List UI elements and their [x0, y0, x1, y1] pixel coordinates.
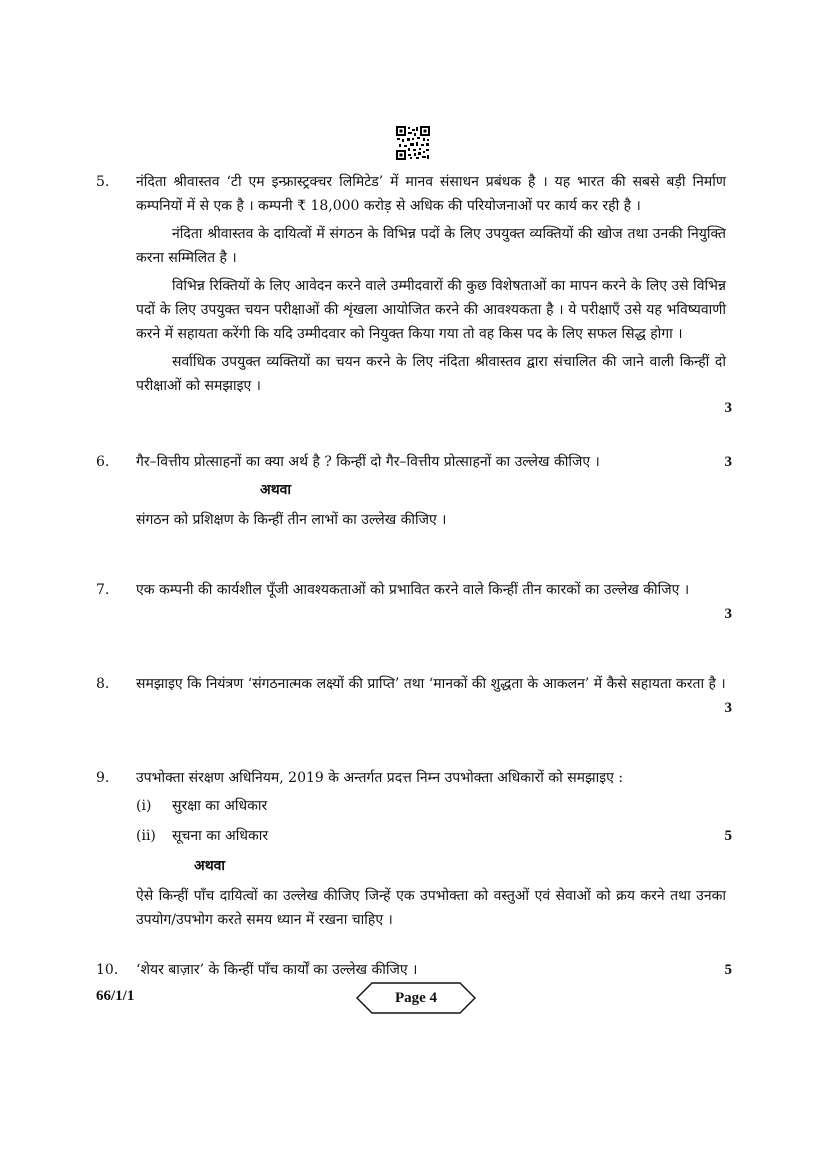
question-paragraph: विभिन्न रिक्तियों के लिए आवेदन करने वाले उम्मीदवारों की कुछ विशेषताओं का मापन करने के लिए उसे विभिन्न पदों के लिए उपयुक्त चयन परीक्षाओं की शृंखला आयोजित करने की आवश्यकता है । ये परीक्षाएँ उसे यह भविष्यवाणी करने में सहायता करेंगी कि यदि उम्मीदवार को नियुक्त किया गया तो वह किस पद के लिए सफल सिद्ध होगा ।	[136, 278, 726, 342]
or-label: अथवा	[194, 858, 226, 874]
question-paragraph: सर्वाधिक उपयुक्त व्यक्तियों का चयन करने के लिए नंदिता श्रीवास्तव द्वारा संचालित की जाने वाली किन्हीं दो परीक्षाओं को समझाइए ।	[136, 354, 726, 394]
question-text: समझाइए कि नियंत्रण ‘संगठनात्मक लक्ष्यों की प्राप्ति’ तथा ‘मानकों की शुद्धता के आकलन’ में कैसे सहायता करता है ।	[136, 676, 726, 692]
question-5	[96, 170, 736, 416]
marks: 5	[724, 962, 732, 978]
or-label: अथवा	[260, 482, 292, 498]
alternative-question: संगठन को प्रशिक्षण के किन्हीं तीन लाभों का उल्लेख कीजिए ।	[136, 512, 447, 528]
paper-code: 66/1/1	[96, 988, 135, 1004]
question-text: उपभोक्ता संरक्षण अधिनियम, 2019 के अन्तर्गत प्रदत्त निम्न उपभोक्ता अधिकारों को समझाइए :	[136, 770, 624, 786]
question-8	[96, 672, 736, 716]
marks: 3	[724, 400, 732, 416]
question-7	[96, 578, 736, 622]
question-number: 9.	[96, 770, 110, 786]
sub-item-number: (ii)	[136, 828, 156, 844]
question-text: एक कम्पनी की कार्यशील पूँजी आवश्यकताओं को प्रभावित करने वाले किन्हीं तीन कारकों का उल्लेख कीजिए ।	[136, 582, 690, 598]
question-paragraph: नंदिता श्रीवास्तव के दायित्वों में संगठन के विभिन्न पदों के लिए उपयुक्त व्यक्तियों की खोज तथा उनकी नियुक्ति करना सम्मिलित है ।	[136, 226, 726, 266]
page-number-badge	[356, 982, 476, 1014]
sub-item	[136, 824, 726, 848]
page-label: Page 4	[394, 990, 438, 1006]
sub-item-text: सुरक्षा का अधिकार	[172, 798, 268, 814]
marks: 3	[724, 700, 732, 716]
sub-item-text: सूचना का अधिकार	[172, 828, 269, 844]
question-6	[96, 450, 736, 536]
marks: 5	[724, 828, 732, 844]
question-paragraph: नंदिता श्रीवास्तव ‘टी एम इन्फ्रास्ट्रक्चर लिमिटेड’ में मानव संसाधन प्रबंधक है । यह भारत की सबसे बड़ी निर्माण कम्पनियों में से एक है । कम्पनी ₹ 18,000 करोड़ से अधिक की परियोजनाओं पर कार्य कर रही है ।	[136, 174, 726, 214]
question-number: 6.	[96, 454, 110, 470]
qr-code-icon	[396, 126, 430, 160]
question-text: गैर–वित्तीय प्रोत्साहनों का क्या अर्थ है ? किन्हीं दो गैर–वित्तीय प्रोत्साहनों का उल्लेख कीजिए ।	[136, 454, 600, 470]
marks: 3	[724, 454, 732, 470]
question-text: ‘शेयर बाज़ार’ के किन्हीं पाँच कार्यों का उल्लेख कीजिए ।	[136, 962, 418, 978]
marks: 3	[724, 606, 732, 622]
sub-item-number: (i)	[136, 798, 152, 814]
question-number: 7.	[96, 582, 110, 598]
question-number: 8.	[96, 676, 110, 692]
alternative-question: ऐसे किन्हीं पाँच दायित्वों का उल्लेख कीजिए जिन्हें एक उपभोक्ता को वस्तुओं एवं सेवाओं को क्रय करने तथा उनका उपयोग/उपभोग करते समय ध्यान में रखना चाहिए ।	[136, 888, 726, 928]
sub-item	[136, 794, 726, 818]
question-9	[96, 766, 736, 936]
question-number: 5.	[96, 174, 110, 190]
question-number: 10.	[96, 962, 119, 978]
